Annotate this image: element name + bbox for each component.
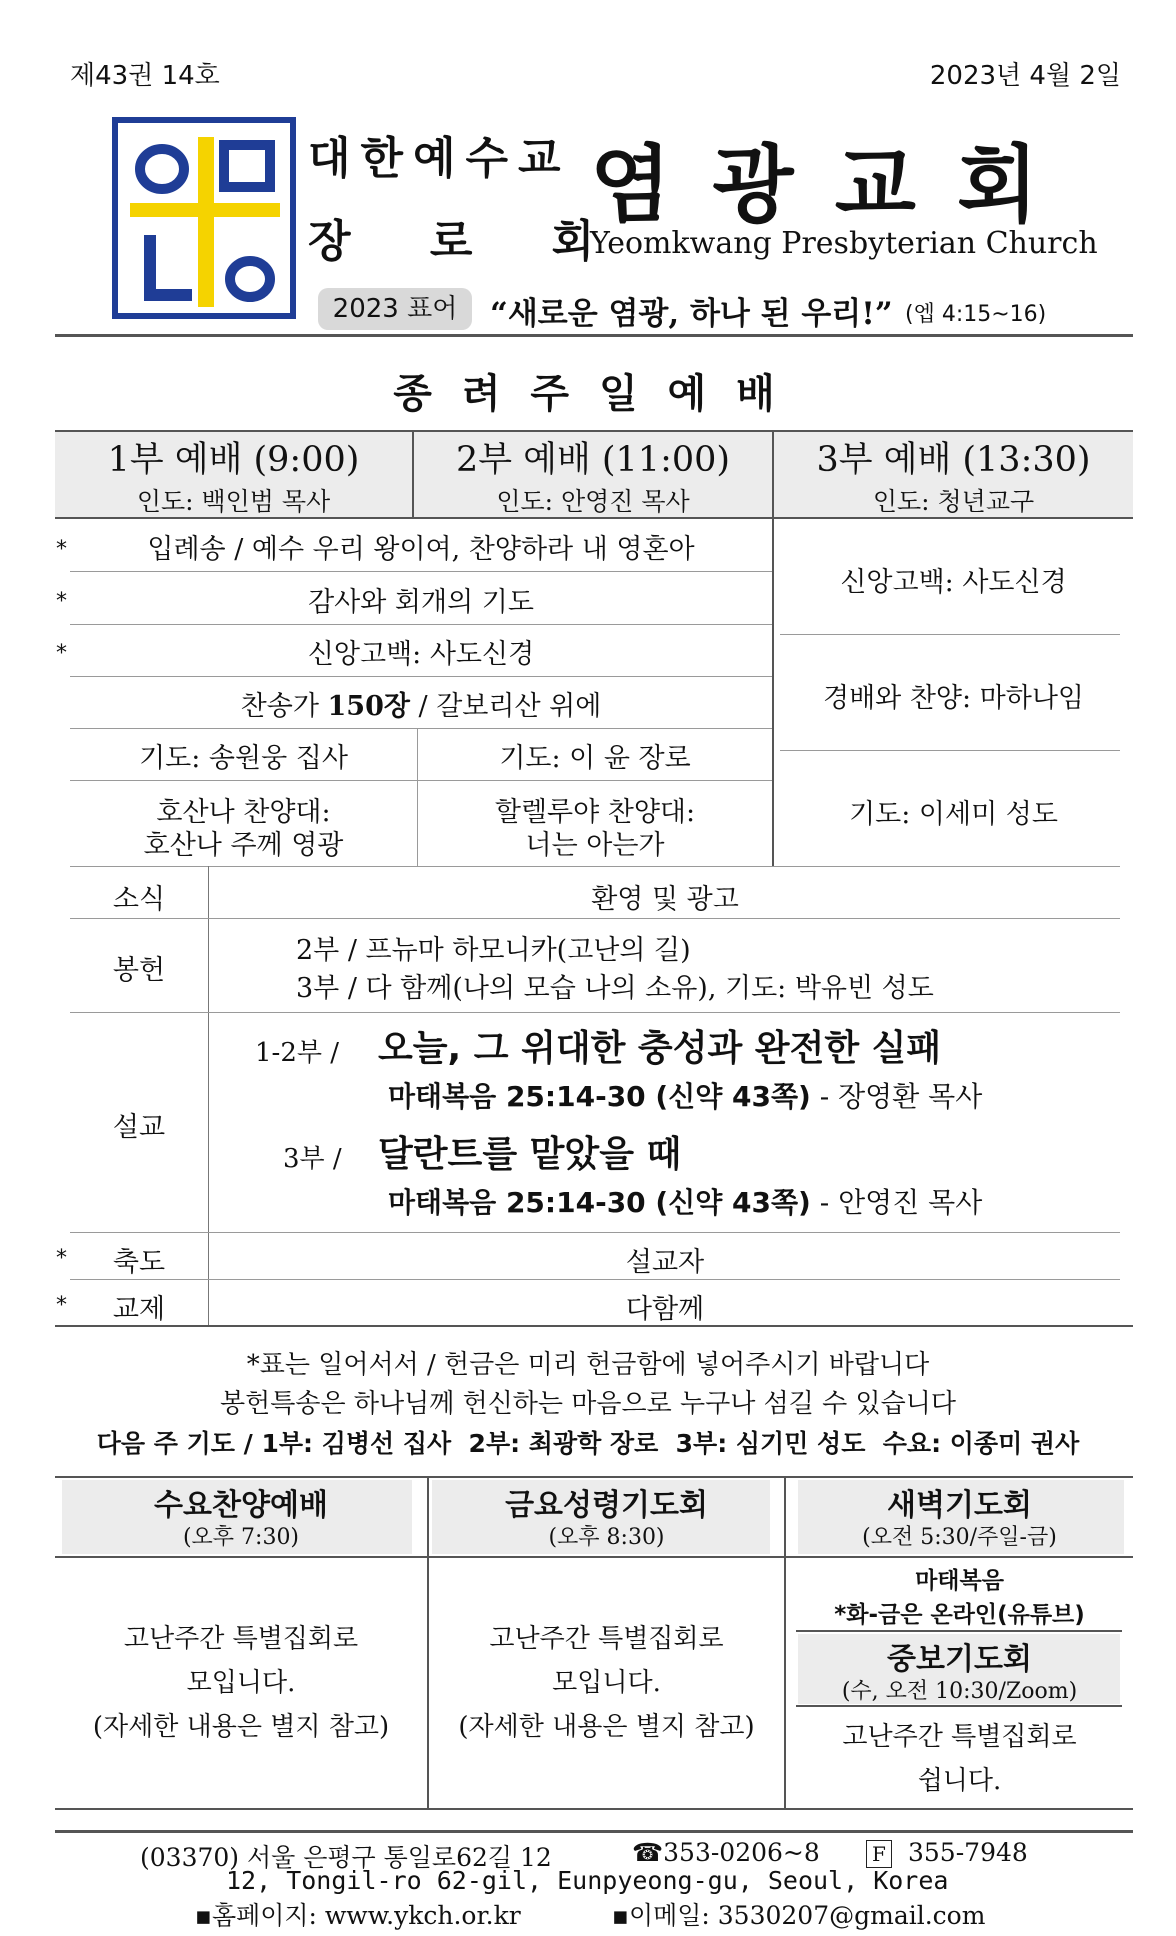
- notes-line-1: *표는 일어서서 / 헌금은 미리 헌금함에 넣어주시기 바랍니다: [246, 1350, 930, 1380]
- service-1-leader: 인도: 백인범 목사: [136, 487, 331, 516]
- friday-time: (오후 8:30): [548, 1525, 665, 1550]
- offering-service-3: 3부 / 다 함께(나의 모습 나의 소유), 기도: 박유빈 성도: [296, 973, 934, 1004]
- dawn-title: 새벽기도회: [887, 1488, 1032, 1523]
- third-worship: 경배와 찬양: 마하나임: [823, 683, 1084, 714]
- sermon-2-reference: [388, 1181, 982, 1221]
- news-label: 소식: [112, 884, 166, 915]
- address-english: 12, Tongil-ro 62-gil, Eunpyeong-gu, Seoul, Korea: [226, 1866, 949, 1895]
- sermon-1-part: 1-2부 /: [255, 1038, 340, 1068]
- header-divider: [55, 334, 1133, 337]
- friday-body-2: 모입니다.: [552, 1668, 661, 1698]
- service-3-leader: 인도: 청년교구: [872, 487, 1035, 516]
- fax-icon: F: [866, 1840, 892, 1868]
- intercession-title: 중보기도회: [887, 1642, 1032, 1677]
- next-week-prayer: 다음 주 기도 / 1부: 김병선 집사 2부: 최광학 장로 3부: 심기민 성도 수요: 이종미 권사: [96, 1429, 1080, 1458]
- church-name: 염 광 교 회: [590, 136, 1045, 234]
- hymn-number: 150장: [327, 691, 410, 722]
- standing-star: *: [56, 537, 67, 562]
- choir-1-song: 호산나 주께 영광: [143, 830, 344, 861]
- benediction-text: 설교자: [625, 1247, 705, 1278]
- third-creed: 신앙고백: 사도신경: [840, 567, 1067, 598]
- standing-star: *: [56, 589, 67, 614]
- homepage-link[interactable]: ▪홈페이지: www.ykch.or.kr: [195, 1901, 521, 1930]
- choir-1-name: 호산나 찬양대:: [156, 797, 331, 828]
- church-logo: [112, 117, 296, 319]
- sermon-2-scripture: 마태복음 25:14-30 (신약 43쪽): [388, 1186, 811, 1219]
- wednesday-body-3: (자세한 내용은 별지 참고): [92, 1712, 390, 1742]
- address-korean: (03370) 서울 은평구 통일로62길 12: [140, 1843, 552, 1872]
- wednesday-time: (오후 7:30): [182, 1525, 300, 1550]
- motto-reference: (엡 4:15~16): [905, 302, 1047, 327]
- intercession-time: (수, 오전 10:30/Zoom): [841, 1679, 1078, 1704]
- standing-star: *: [56, 1293, 67, 1318]
- intercession-body-2: 쉽니다.: [917, 1766, 1002, 1796]
- sermon-1-scripture: 마태복음 25:14-30 (신약 43쪽): [388, 1080, 811, 1113]
- church-name-english: Yeomkwang Presbyterian Church: [590, 226, 1098, 261]
- sermon-2-title: 달란트를 맡았을 때: [378, 1134, 682, 1175]
- dawn-online-note: *화-금은 온라인(유튜브): [834, 1602, 1085, 1628]
- wednesday-body-2: 모입니다.: [186, 1668, 296, 1698]
- offering-label: 봉헌: [112, 955, 166, 986]
- email-link[interactable]: ▪이메일: 3530207@gmail.com: [612, 1901, 986, 1930]
- service-2-leader: 인도: 안영진 목사: [496, 487, 690, 516]
- sermon-1-title: 오늘, 그 위대한 충성과 완전한 실패: [378, 1028, 942, 1069]
- sermon-1-reference: [388, 1075, 982, 1115]
- standing-star: *: [56, 641, 67, 666]
- notes-line-2: 봉헌특송은 하나님께 헌신하는 마음으로 누구나 섬길 수 있습니다: [220, 1389, 956, 1419]
- third-prayer: 기도: 이세미 성도: [849, 799, 1058, 830]
- denomination-line2: 장 로 회: [308, 216, 627, 267]
- church-motto: “새로운 염광, 하나 된 우리!”: [490, 296, 893, 332]
- apostles-creed: 신앙고백: 사도신경: [307, 639, 535, 670]
- motto-badge: 2023 표어: [318, 288, 472, 330]
- friday-body-3: (자세한 내용은 별지 참고): [458, 1712, 755, 1742]
- wednesday-title: 수요찬양예배: [154, 1488, 328, 1523]
- hymn-prefix: 찬송가: [240, 691, 328, 722]
- intercession-body-1: 고난주간 특별집회로: [842, 1722, 1077, 1752]
- service-3-name: 3부 예배 (13:30): [816, 440, 1091, 480]
- choir-2-name: 할렐루야 찬양대:: [494, 797, 696, 828]
- prayer-service-1: 기도: 송원웅 집사: [139, 743, 348, 774]
- offering-service-2: 2부 / 프뉴마 하모니카(고난의 길): [296, 935, 691, 966]
- choir-2-song: 너는 아는가: [525, 830, 665, 861]
- volume-number: 제43권 14호: [70, 61, 220, 91]
- prayer-of-thanks: 감사와 회개의 기도: [308, 587, 534, 618]
- friday-body-1: 고난주간 특별집회로: [489, 1624, 724, 1654]
- fellowship-label: 교제: [112, 1294, 166, 1325]
- wednesday-body-1: 고난주간 특별집회로: [123, 1624, 359, 1654]
- dawn-time: (오전 5:30/주일-금): [862, 1525, 1057, 1550]
- friday-title: 금요성령기도회: [505, 1488, 708, 1523]
- prayer-service-2: 기도: 이 윤 장로: [499, 743, 691, 774]
- denomination-line1: 대한예수교: [308, 133, 571, 184]
- sermon-label: 설교: [112, 1112, 166, 1143]
- service-1-name: 1부 예배 (9:00): [107, 440, 360, 480]
- hymn: [70, 684, 772, 723]
- sermon-1-preacher: - 장영환 목사: [810, 1080, 983, 1113]
- bulletin-date: 2023년 4월 2일: [929, 61, 1121, 91]
- call-to-worship: 입례송 / 예수 우리 왕이여, 찬양하라 내 영혼아: [147, 534, 695, 565]
- fellowship-text: 다함께: [625, 1294, 705, 1325]
- hymn-title: / 갈보리산 위에: [409, 691, 602, 722]
- benediction-label: 축도: [112, 1247, 166, 1278]
- service-title: 종 려 주 일 예 배: [393, 370, 783, 417]
- fax-number: 355-7948: [908, 1838, 1028, 1867]
- phone-number: ☎353-0206~8: [632, 1838, 820, 1867]
- news-text: 환영 및 광고: [591, 884, 739, 915]
- dawn-scripture: 마태복음: [915, 1568, 1004, 1594]
- service-2-name: 2부 예배 (11:00): [455, 440, 731, 480]
- sermon-2-part: 3부 /: [283, 1144, 342, 1174]
- standing-star: *: [56, 1246, 67, 1271]
- sermon-2-preacher: - 안영진 목사: [810, 1186, 983, 1219]
